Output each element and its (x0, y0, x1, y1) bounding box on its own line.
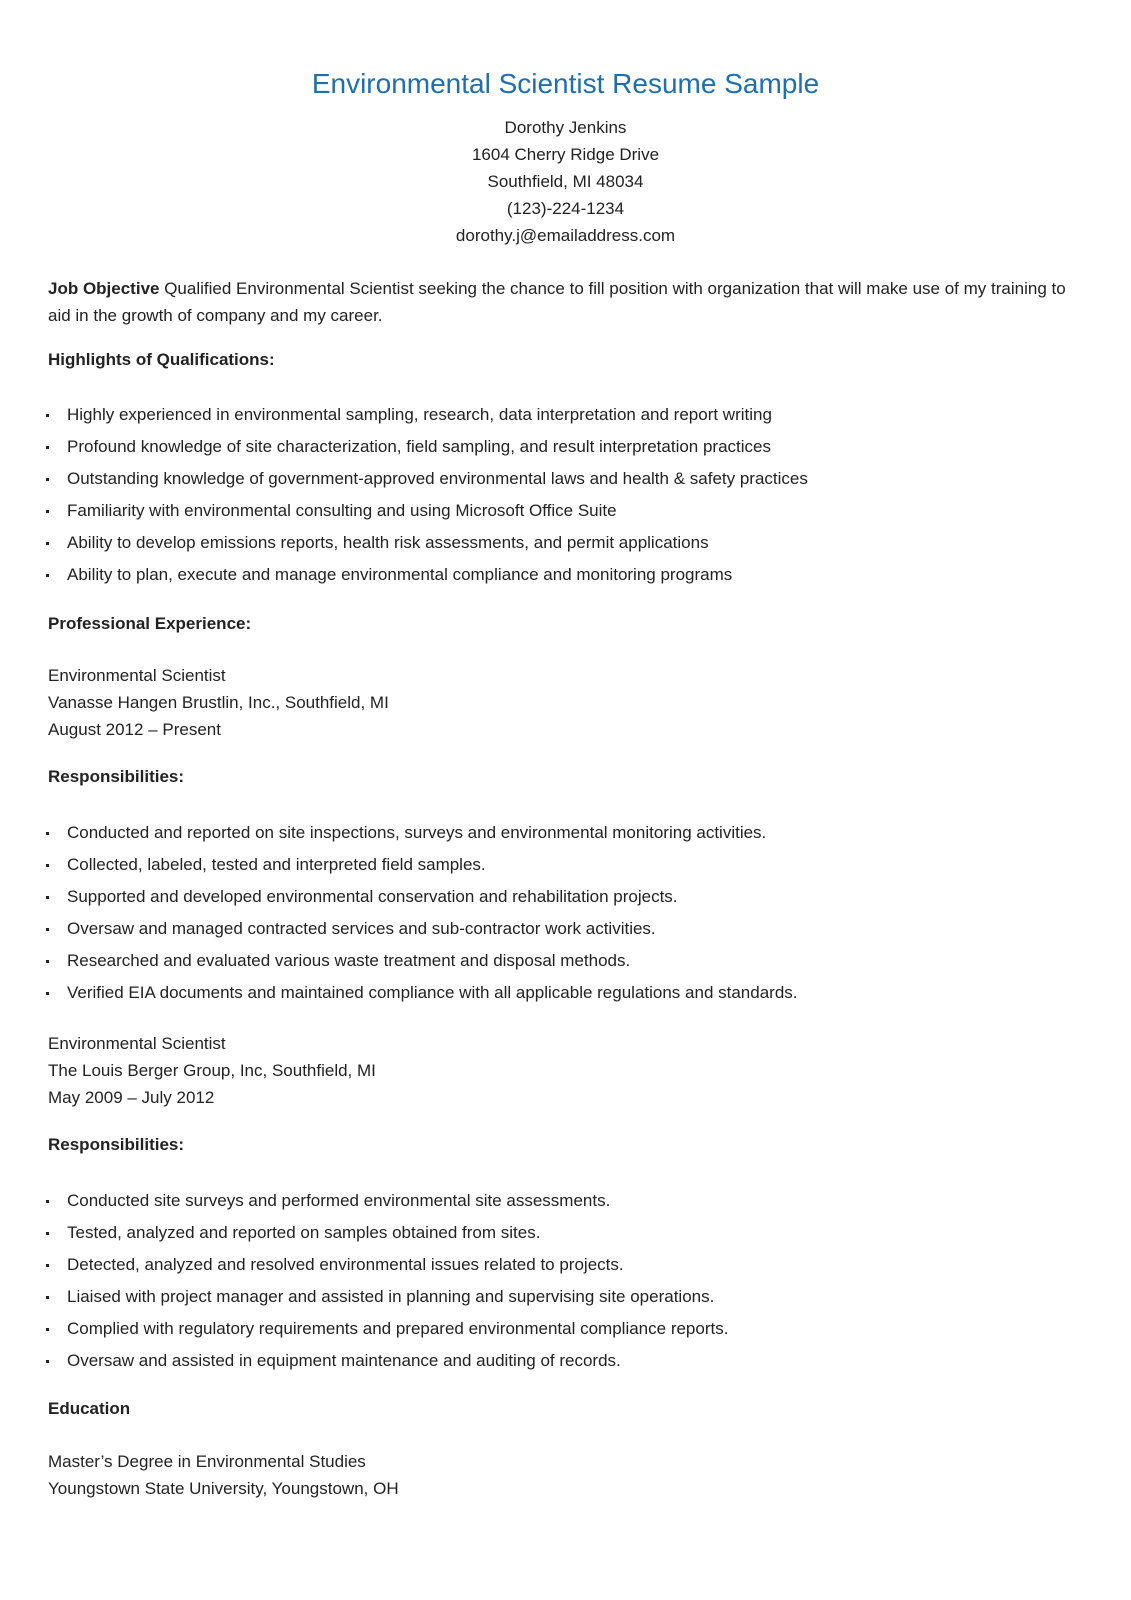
bullet-icon (46, 510, 49, 513)
job-dates: August 2012 – Present (48, 720, 221, 739)
bullet-icon (46, 1264, 49, 1267)
contact-city: Southfield, MI 48034 (487, 172, 644, 191)
list-item: Conducted site surveys and performed environmental site assessments. (48, 1189, 1088, 1221)
education-degree: Master’s Degree in Environmental Studies (48, 1452, 366, 1471)
education-heading: Education (48, 1399, 131, 1418)
education-school: Youngstown State University, Youngstown, OH (48, 1479, 399, 1498)
responsibilities-heading: Responsibilities: (48, 767, 185, 786)
bullet-icon (46, 896, 49, 899)
list-item: Familiarity with environmental consulting and using Microsoft Office Suite (48, 499, 1088, 531)
contact-street: 1604 Cherry Ridge Drive (471, 145, 660, 164)
bullet-icon (46, 1200, 49, 1203)
list-item: Oversaw and managed contracted services and sub-contractor work activities. (48, 917, 1088, 949)
list-item: Supported and developed environmental conservation and rehabilitation projects. (48, 885, 1088, 917)
bullet-icon (46, 574, 49, 577)
bullet-icon (46, 992, 49, 995)
contact-email: dorothy.j@emailaddress.com (455, 226, 676, 245)
bullet-icon (46, 446, 49, 449)
bullet-icon (46, 1232, 49, 1235)
bullet-icon (46, 1296, 49, 1299)
job-2-responsibilities (48, 1189, 1088, 1381)
highlights-list (48, 403, 1088, 595)
contact-block (0, 114, 1131, 249)
bullet-icon (46, 414, 49, 417)
bullet-icon (46, 1360, 49, 1363)
job-title: Environmental Scientist (48, 1034, 226, 1053)
job-objective (48, 275, 1088, 329)
list-item: Liaised with project manager and assisted in planning and supervising site operations. (48, 1285, 1088, 1317)
list-item: Conducted and reported on site inspections, surveys and environmental monitoring activities. (48, 821, 1088, 853)
job-2-header (48, 1030, 376, 1111)
job-dates: May 2009 – July 2012 (48, 1088, 215, 1107)
highlights-heading: Highlights of Qualifications: (48, 350, 275, 369)
list-item: Ability to plan, execute and manage environmental compliance and monitoring programs (48, 563, 1088, 595)
job-1-responsibilities (48, 821, 1088, 1013)
education-details (48, 1448, 399, 1502)
bullet-icon (46, 542, 49, 545)
bullet-icon (46, 478, 49, 481)
list-item: Complied with regulatory requirements and prepared environmental compliance reports. (48, 1317, 1088, 1349)
list-item: Tested, analyzed and reported on samples obtained from sites. (48, 1221, 1088, 1253)
objective-label: Job Objective (48, 279, 160, 298)
responsibilities-heading: Responsibilities: (48, 1135, 185, 1154)
contact-name: Dorothy Jenkins (504, 118, 627, 137)
list-item: Ability to develop emissions reports, health risk assessments, and permit applications (48, 531, 1088, 563)
bullet-icon (46, 832, 49, 835)
list-item: Highly experienced in environmental sampling, research, data interpretation and report writing (48, 403, 1088, 435)
list-item: Profound knowledge of site characterization, field sampling, and result interpretation practices (48, 435, 1088, 467)
list-item: Verified EIA documents and maintained compliance with all applicable regulations and standards. (48, 981, 1088, 1013)
experience-heading: Professional Experience: (48, 614, 252, 633)
job-company: The Louis Berger Group, Inc, Southfield, MI (48, 1061, 376, 1080)
job-company: Vanasse Hangen Brustlin, Inc., Southfield, MI (48, 693, 389, 712)
contact-phone: (123)-224-1234 (506, 199, 625, 218)
objective-text: Qualified Environmental Scientist seeking the chance to fill position with organization that will make use of my training to aid in the growth of company and my career. (48, 279, 1066, 325)
list-item: Oversaw and assisted in equipment maintenance and auditing of records. (48, 1349, 1088, 1381)
list-item: Outstanding knowledge of government-approved environmental laws and health & safety practices (48, 467, 1088, 499)
job-1-header (48, 662, 389, 743)
bullet-icon (46, 960, 49, 963)
bullet-icon (46, 1328, 49, 1331)
document-title: Environmental Scientist Resume Sample (311, 68, 820, 99)
list-item: Collected, labeled, tested and interpreted field samples. (48, 853, 1088, 885)
job-title: Environmental Scientist (48, 666, 226, 685)
list-item: Researched and evaluated various waste treatment and disposal methods. (48, 949, 1088, 981)
list-item: Detected, analyzed and resolved environmental issues related to projects. (48, 1253, 1088, 1285)
bullet-icon (46, 864, 49, 867)
bullet-icon (46, 928, 49, 931)
